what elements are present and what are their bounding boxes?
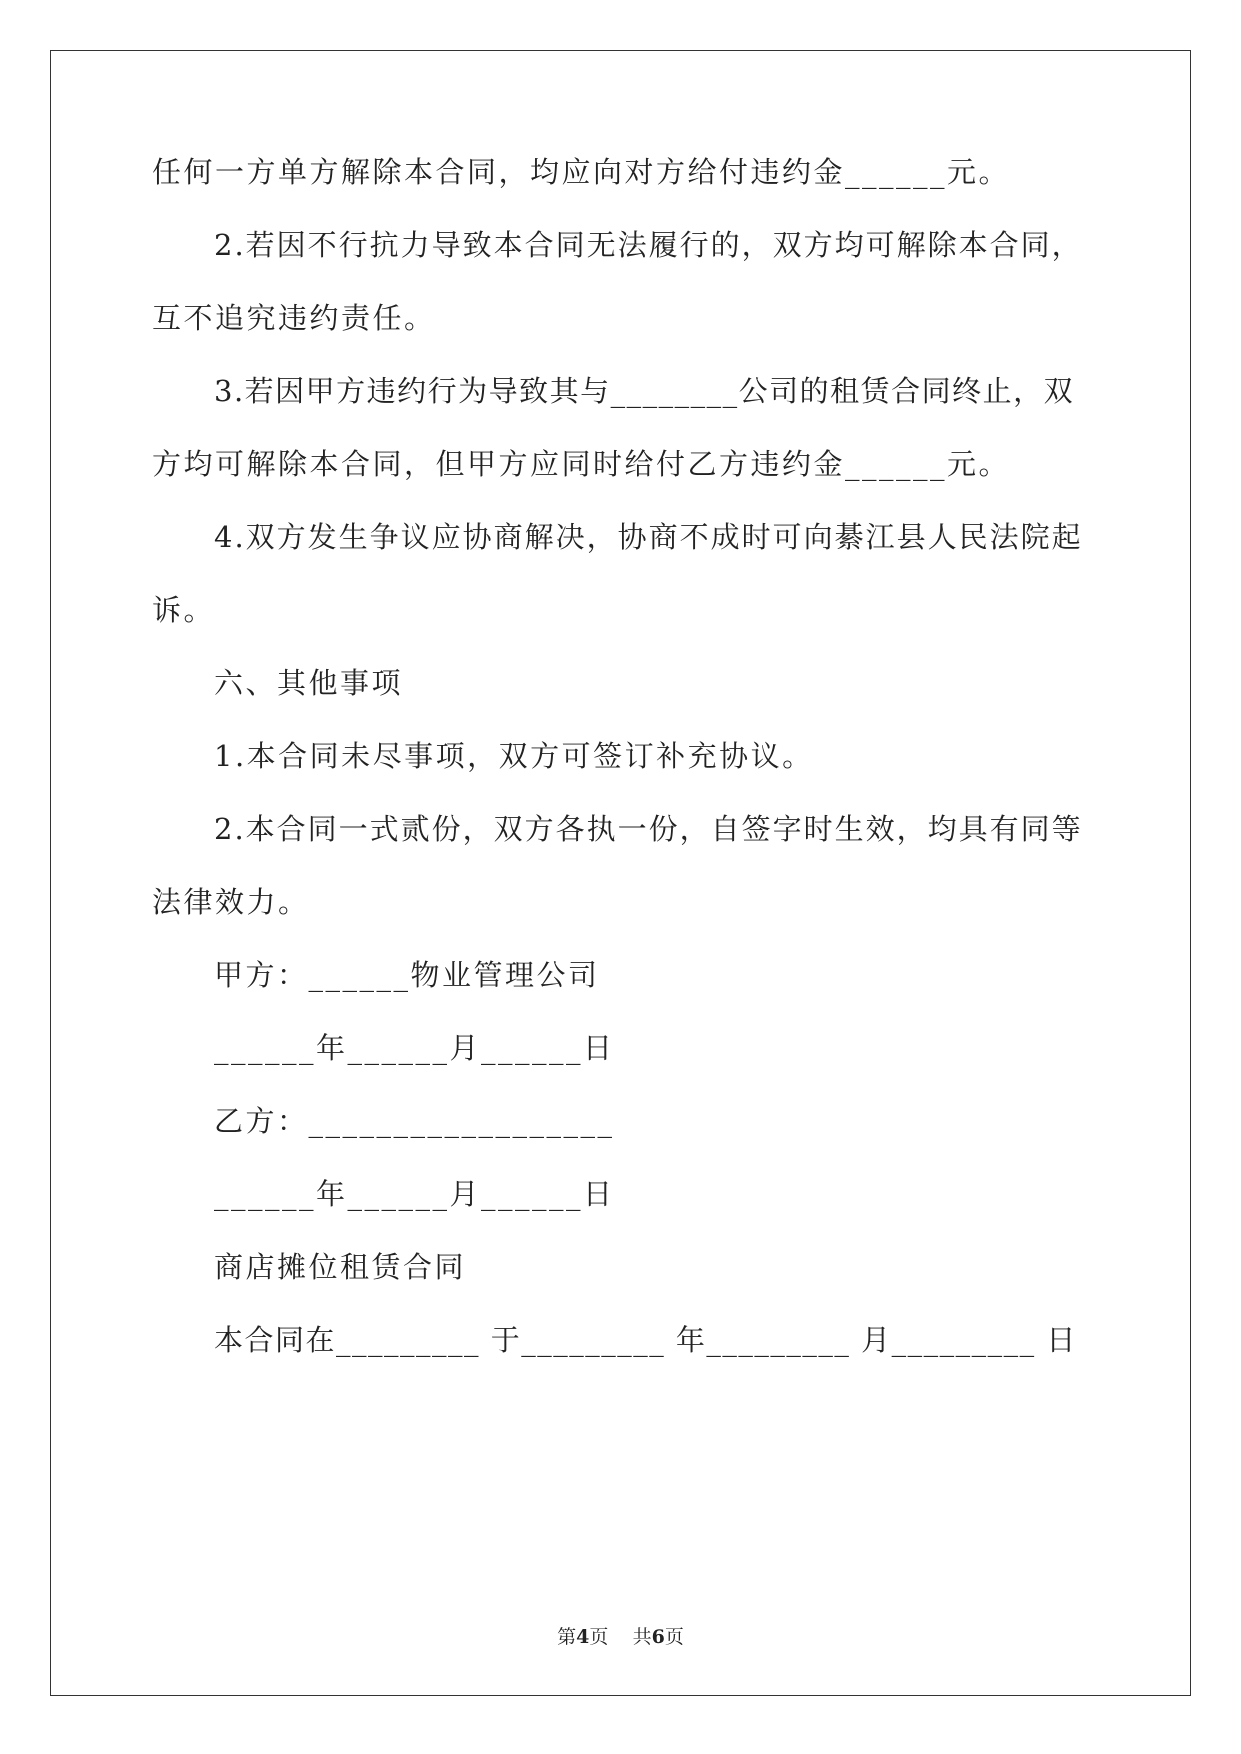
footer-total-prefix: 共	[632, 1626, 652, 1648]
footer-total-suffix: 页	[664, 1626, 684, 1648]
footer-prefix: 第	[557, 1626, 577, 1648]
page-border	[50, 50, 1191, 1696]
text-line: 方均可解除本合同，但甲方应同时给付乙方违约金______元。	[152, 447, 1011, 481]
footer-total-pages: 6	[651, 1626, 665, 1648]
clause-6-2-line: 2.本合同一式贰份，双方各执一份，自签字时生效，均具有同等	[214, 812, 1083, 846]
footer-current-page: 4	[576, 1626, 590, 1648]
contract-title: 商店摊位租赁合同	[214, 1250, 467, 1284]
text-line: 法律效力。	[152, 885, 310, 919]
text-line: 诉。	[152, 593, 216, 627]
clause-5-2-line: 2.若因不行抗力导致本合同无法履行的，双方均可解除本合同，	[214, 228, 1083, 262]
clause-5-4-line: 4.双方发生争议应协商解决，协商不成时可向綦江县人民法院起	[214, 520, 1083, 554]
party-b-date: ______年______月______日	[214, 1177, 615, 1211]
section-heading: 六、其他事项	[214, 666, 404, 700]
page-footer	[0, 1624, 1241, 1650]
clause-6-1-line: 1.本合同未尽事项，双方可签订补充协议。	[214, 739, 814, 773]
footer-page-suffix: 页	[589, 1626, 609, 1648]
party-b-signature: 乙方：__________________	[214, 1104, 615, 1138]
text-line: 任何一方单方解除本合同，均应向对方给付违约金______元。	[152, 155, 1011, 189]
party-a-date: ______年______月______日	[214, 1031, 615, 1065]
party-a-signature: 甲方：______物业管理公司	[214, 958, 600, 992]
text-line: 互不追究违约责任。	[152, 301, 436, 335]
contract-intro-line: 本合同在_________ 于_________ 年_________ 月_________ 日	[214, 1323, 1077, 1357]
clause-5-3-line: 3.若因甲方违约行为导致其与________公司的租赁合同终止，双	[214, 374, 1075, 408]
